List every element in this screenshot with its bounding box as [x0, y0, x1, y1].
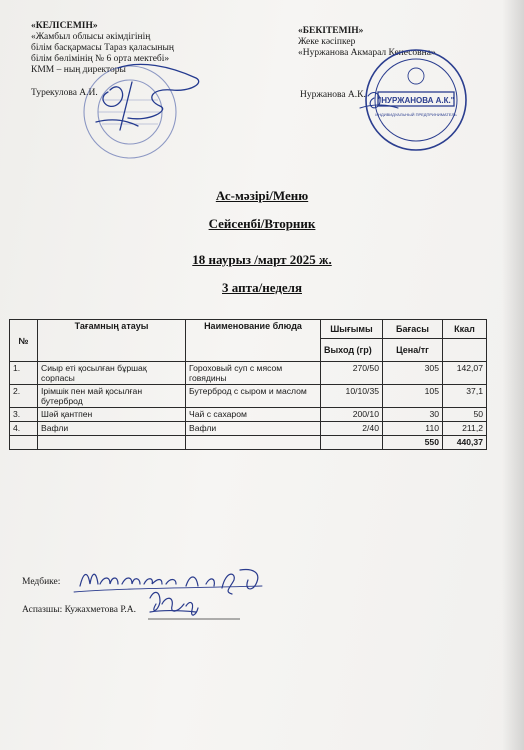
date-title: 18 наурыз /март 2025 ж. [192, 252, 332, 267]
row-name-kz: Вафли [38, 422, 186, 436]
row-kcal: 50 [443, 408, 487, 422]
approval-right-line: «Нуржанова Акмарал Кенесовна» [298, 48, 436, 58]
approval-right-heading: «БЕКІТЕМІН» [298, 26, 364, 36]
header-price-ru: Цена/тг [383, 339, 443, 362]
row-name-ru: Гороховый суп с мясом говядины [186, 362, 321, 385]
row-name-kz: Сиыр еті қосылған бұршақ сорпасы [38, 362, 186, 385]
approval-left-line: білім бөлімінің № 6 орта мектебі» [31, 54, 170, 64]
row-num: 1. [10, 362, 38, 385]
row-name-ru: Бутерброд с сыром и маслом [186, 385, 321, 408]
header-yield-ru: Выход (гр) [321, 339, 383, 362]
approval-right-signer: Нуржанова А.К. [300, 90, 366, 100]
menu-title: Ас-мәзірі/Меню [215, 188, 309, 203]
row-num: 3. [10, 408, 38, 422]
header-kcal: Ккал [443, 320, 487, 339]
row-yield: 270/50 [321, 362, 383, 385]
row-kcal: 211,2 [443, 422, 487, 436]
header-name-kz: Тағамның атауы [38, 320, 186, 362]
header-name-ru: Наименование блюда [186, 320, 321, 362]
entrepreneur-stamp [366, 50, 466, 150]
stamp-center-text: "НУРЖАНОВА А.К." [377, 96, 455, 105]
row-yield: 10/10/35 [321, 385, 383, 408]
cook-label: Аспазшы: Кужахметова Р.А. [22, 605, 137, 615]
nurse-label: Медбике: [22, 577, 61, 587]
header-yield-kz: Шығымы [321, 320, 383, 339]
stamp-sub-text: ИНДИВИДУАЛЬНЫЙ ПРЕДПРИНИМАТЕЛЬ [375, 112, 457, 117]
row-kcal: 37,1 [443, 385, 487, 408]
row-yield: 200/10 [321, 408, 383, 422]
approval-left-signer: Турекулова А.И. [31, 88, 98, 98]
approval-left-line: білім басқармасы Тараз қаласының [31, 43, 174, 53]
nurse-signature [74, 570, 262, 594]
header-price-kz: Бағасы [383, 320, 443, 339]
row-num: 4. [10, 422, 38, 436]
row-price: 110 [383, 422, 443, 436]
total-price: 550 [383, 436, 443, 450]
header-num: № [10, 320, 38, 362]
cook-signature [150, 592, 198, 615]
approval-right-line: Жеке кәсіпкер [298, 37, 356, 47]
row-price: 105 [383, 385, 443, 408]
row-name-kz: Ірімшік пен май қосылған бутерброд [38, 385, 186, 408]
approval-left-line: КММ – ның директоры [31, 65, 126, 75]
row-num: 2. [10, 385, 38, 408]
approval-left-line: «Жамбыл облысы әкімдігінің [31, 32, 151, 42]
row-price: 305 [383, 362, 443, 385]
school-stamp [84, 66, 176, 158]
total-kcal: 440,37 [443, 436, 487, 450]
row-name-ru: Вафли [186, 422, 321, 436]
director-signature [96, 64, 199, 130]
approval-left-heading: «КЕЛІСЕМІН» [31, 21, 98, 31]
row-name-ru: Чай с сахаром [186, 408, 321, 422]
week-title: 3 апта/неделя [222, 280, 302, 295]
row-kcal: 142,07 [443, 362, 487, 385]
row-yield: 2/40 [321, 422, 383, 436]
day-title: Сейсенбі/Вторник [208, 216, 316, 231]
row-price: 30 [383, 408, 443, 422]
row-name-kz: Шәй қантпен [38, 408, 186, 422]
